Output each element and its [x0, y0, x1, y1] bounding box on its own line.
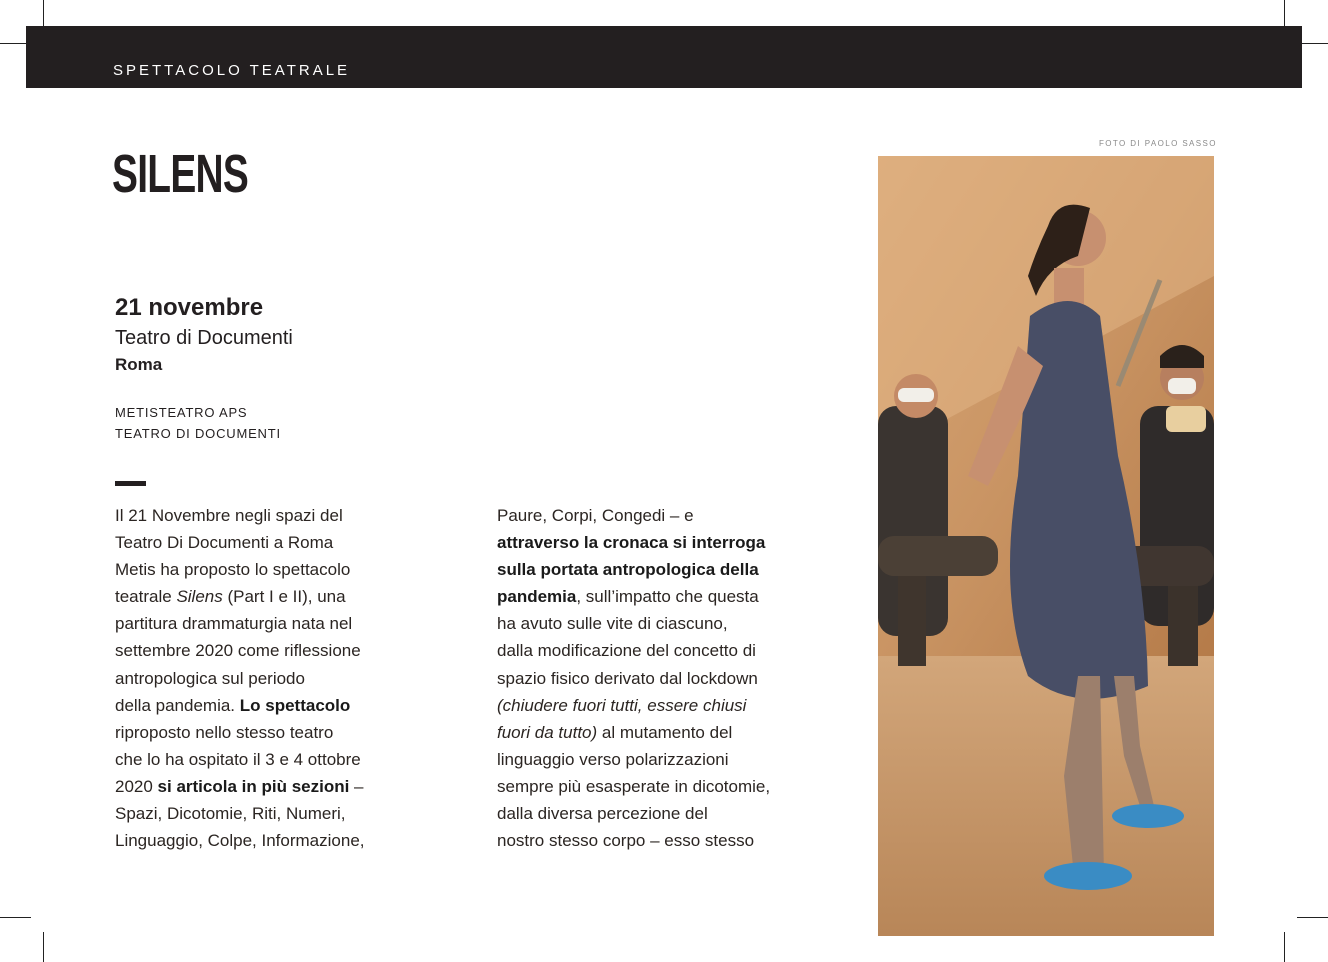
- event-title: SILENS: [112, 144, 249, 204]
- crop-mark: [43, 932, 44, 962]
- text-run: , sull’impatto che questa: [576, 587, 759, 607]
- text-run-bold: si articola in più sezioni: [157, 776, 350, 796]
- text-run: 2020: [115, 776, 158, 796]
- text-run: antropologica sul periodo: [115, 668, 305, 688]
- crop-mark: [0, 917, 31, 918]
- text-run-bold: attraverso la cronaca si interroga: [497, 533, 766, 553]
- crop-mark: [1284, 932, 1285, 962]
- text-run: Teatro Di Documenti a Roma: [115, 533, 334, 553]
- photo-credit: FOTO DI PAOLO SASSO: [1099, 139, 1217, 148]
- text-run: settembre 2020 come riflessione: [115, 641, 361, 661]
- body-column-1: [115, 502, 455, 854]
- text-run: partitura drammaturgia nata nel: [115, 614, 353, 634]
- text-run-italic: (chiudere fuori tutti, essere chiusi: [497, 695, 747, 715]
- text-run: riproposto nello stesso teatro: [115, 722, 334, 742]
- text-run: della pandemia.: [115, 695, 240, 715]
- divider-rule: [115, 481, 146, 486]
- text-run: dalla diversa percezione del: [497, 804, 708, 824]
- text-run: Spazi, Dicotomie, Riti, Numeri,: [115, 804, 346, 824]
- text-run: al mutamento del: [597, 722, 733, 742]
- text-run: Metis ha proposto lo spettacolo: [115, 560, 351, 580]
- section-label: SPETTACOLO TEATRALE: [113, 62, 351, 79]
- crop-mark: [1297, 917, 1328, 918]
- text-run: (Part I e II), una: [222, 587, 346, 607]
- text-run: Paure, Corpi, Congedi – e: [497, 506, 694, 525]
- organizer-2: TEATRO DI DOCUMENTI: [115, 426, 281, 441]
- text-run: spazio fisico derivato dal lockdown: [497, 668, 758, 688]
- text-run: sempre più esasperate in dicotomie,: [497, 776, 771, 796]
- text-run: ha avuto sulle vite di ciascuno,: [497, 614, 728, 634]
- stage-photo-illustration: [878, 156, 1214, 936]
- text-run: linguaggio verso polarizzazioni: [497, 749, 729, 769]
- text-run-italic: fuori da tutto): [497, 722, 598, 742]
- text-run: nostro stesso corpo – esso stesso: [497, 831, 755, 851]
- text-run: che lo ha ospitato il 3 e 4 ottobre: [115, 749, 361, 769]
- text-run: teatrale: [115, 587, 177, 607]
- text-run-italic: Silens: [176, 587, 223, 607]
- text-run: Il 21 Novembre negli spazi del: [115, 506, 343, 525]
- text-run-bold: Lo spettacolo: [239, 695, 351, 715]
- event-date: 21 novembre: [115, 294, 264, 321]
- organizer-1: METISTEATRO APS: [115, 405, 248, 420]
- body-column-2: [497, 502, 837, 854]
- text-run-bold: sulla portata antropologica della: [497, 560, 759, 580]
- event-city: Roma: [115, 355, 163, 374]
- text-run: –: [349, 776, 364, 796]
- event-venue: Teatro di Documenti: [115, 327, 293, 349]
- text-run: Linguaggio, Colpe, Informazione,: [115, 831, 365, 851]
- stage-photo: [878, 156, 1214, 936]
- text-run: dalla modificazione del concetto di: [497, 641, 756, 661]
- text-run-bold: pandemia: [497, 587, 577, 607]
